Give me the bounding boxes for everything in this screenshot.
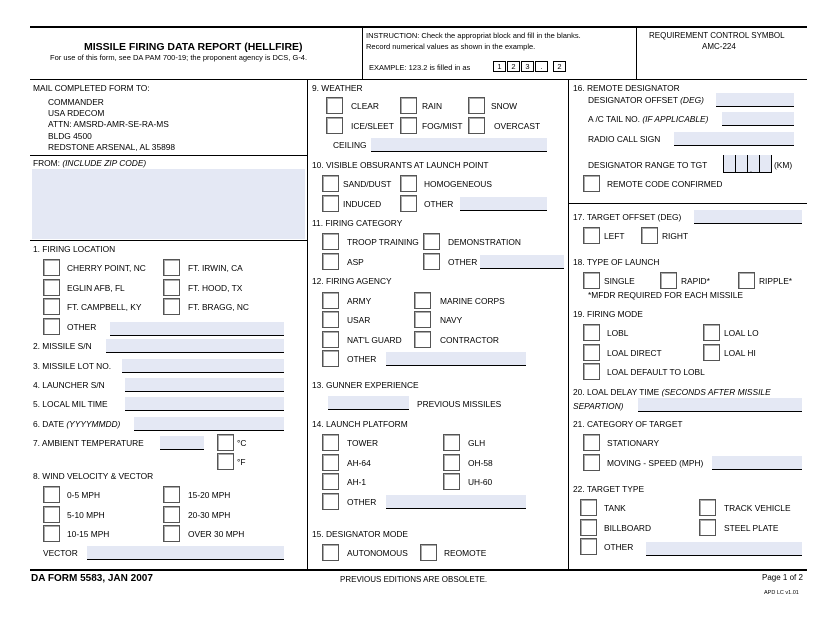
ceiling-field[interactable] — [371, 138, 547, 152]
rcs-label: REQUIREMENT CONTROL SYMBOL — [649, 31, 785, 40]
checkbox-remote-code-confirmed[interactable] — [583, 175, 600, 192]
example-digit: 1 — [493, 61, 506, 72]
option-label: 20-30 MPH — [188, 510, 231, 520]
top-border — [30, 26, 807, 28]
form-title: MISSILE FIRING DATA REPORT (HELLFIRE) — [84, 41, 303, 53]
missile-sn-field[interactable] — [106, 339, 284, 353]
vector-label: VECTOR — [43, 548, 78, 558]
from-label: FROM: (INCLUDE ZIP CODE) — [33, 158, 147, 168]
checkbox-troop-training[interactable] — [322, 233, 339, 250]
checkbox-fog-mist[interactable] — [400, 117, 417, 134]
checkbox-wind-0-5[interactable] — [43, 486, 60, 503]
checkbox-right[interactable] — [641, 227, 658, 244]
s17-label: 17. TARGET OFFSET (DEG) — [573, 212, 682, 222]
option-label: OVER 30 MPH — [188, 529, 245, 539]
option-label: OTHER — [347, 354, 377, 364]
option-label: STATIONARY — [607, 438, 660, 448]
checkbox-tank[interactable] — [580, 499, 597, 516]
option-label: LOAL HI — [724, 348, 756, 358]
mail-line: BLDG 4500 — [48, 131, 92, 141]
option-label: RAPID* — [681, 276, 710, 286]
header-divider — [30, 79, 807, 80]
checkbox-billboard[interactable] — [580, 519, 597, 536]
decimal-point: . — [750, 167, 752, 174]
option-label: CHERRY POINT, NC — [67, 263, 146, 273]
checkbox-fahrenheit[interactable] — [217, 453, 234, 470]
option-label: FT. BRAGG, NC — [188, 302, 249, 312]
form-number: DA FORM 5583, JAN 2007 — [31, 573, 153, 584]
option-label: OTHER — [604, 542, 634, 552]
option-label: OTHER — [448, 257, 478, 267]
mail-line: REDSTONE ARSENAL, AL 35898 — [48, 142, 176, 152]
option-label: LEFT — [604, 231, 625, 241]
checkbox-ice-sleet[interactable] — [326, 117, 343, 134]
checkbox-usar[interactable] — [322, 311, 339, 328]
option-label: INDUCED — [343, 199, 382, 209]
option-label: REOMOTE — [444, 548, 487, 558]
checkbox-cherry-point[interactable] — [43, 259, 60, 276]
tail-no-label: A /C TAIL NO. (IF APPLICABLE) — [588, 114, 709, 124]
option-label: ASP — [347, 257, 364, 267]
option-label: ICE/SLEET — [351, 121, 394, 131]
digit-divider — [735, 155, 736, 173]
checkbox-overcast[interactable] — [468, 117, 485, 134]
instruction-line-2: Record numerical values as shown in the example. — [366, 42, 536, 51]
previous-missiles-label: PREVIOUS MISSILES — [417, 399, 502, 409]
bottom-border — [30, 569, 807, 571]
option-label: TANK — [604, 503, 626, 513]
checkbox-category-other[interactable] — [423, 253, 440, 270]
option-label: MOVING - SPEED (MPH) — [607, 458, 704, 468]
s14-label: 14. LAUNCH PLATFORM — [312, 419, 408, 429]
option-label: DEMONSTRATION — [448, 237, 521, 247]
checkbox-track-vehicle[interactable] — [699, 499, 716, 516]
s22-label: 22. TARGET TYPE — [573, 484, 645, 494]
option-label: RAIN — [422, 101, 443, 111]
s5-label: 5. LOCAL MIL TIME — [33, 399, 108, 409]
tail-no-field[interactable] — [722, 112, 794, 126]
agency-other-field[interactable] — [386, 352, 526, 366]
checkbox-ah64[interactable] — [322, 454, 339, 471]
s10-label: 10. VISIBLE OBSURANTS AT LAUNCH POINT — [312, 160, 489, 170]
option-label: ARMY — [347, 296, 372, 306]
option-label: UH-60 — [468, 477, 493, 487]
s6-label: 6. DATE (YYYYMMDD) — [33, 419, 121, 429]
platform-other-field[interactable] — [386, 495, 526, 509]
checkbox-clear[interactable] — [326, 97, 343, 114]
option-label: AUTONOMOUS — [347, 548, 408, 558]
vector-field[interactable] — [87, 546, 284, 560]
checkbox-induced[interactable] — [322, 195, 339, 212]
rcs-value: AMC-224 — [702, 42, 736, 51]
option-label: OVERCAST — [494, 121, 541, 131]
option-label: RIPPLE* — [759, 276, 793, 286]
col-divider-1 — [307, 79, 308, 570]
checkbox-loal-lo[interactable] — [703, 324, 720, 341]
option-label: TRACK VEHICLE — [724, 503, 791, 513]
checkbox-homogeneous[interactable] — [400, 175, 417, 192]
s15-label: 15. DESIGNATOR MODE — [312, 529, 409, 539]
from-divider — [30, 240, 307, 241]
option-label: RIGHT — [662, 231, 689, 241]
ceiling-label: CEILING — [333, 140, 367, 150]
s6-hint: (YYYYMMDD) — [66, 419, 121, 429]
s16-label: 16. REMOTE DESIGNATOR — [573, 83, 680, 93]
digit-divider — [771, 155, 772, 173]
checkbox-rapid[interactable] — [660, 272, 677, 289]
checkbox-loal-hi[interactable] — [703, 344, 720, 361]
checkbox-ft-bragg[interactable] — [163, 298, 180, 315]
checkbox-ft-hood[interactable] — [163, 279, 180, 296]
checkbox-autonomous[interactable] — [322, 544, 339, 561]
ambient-temp-field[interactable] — [160, 436, 204, 450]
option-label: LOBL — [607, 328, 629, 338]
option-label: TOWER — [347, 438, 379, 448]
loal-delay-field[interactable] — [638, 398, 802, 412]
example-label: EXAMPLE: 123.2 is filled in as — [369, 63, 471, 72]
option-label: 0-5 MPH — [67, 490, 101, 500]
s9-label: 9. WEATHER — [312, 83, 363, 93]
col-divider-2 — [568, 79, 569, 570]
option-label: LOAL DEFAULT TO LOBL — [607, 367, 705, 377]
s4-label: 4. LAUNCHER S/N — [33, 380, 105, 390]
option-label: 15-20 MPH — [188, 490, 231, 500]
designator-range-label: DESIGNATOR RANGE TO TGT — [588, 160, 708, 170]
checkbox-platform-other[interactable] — [322, 493, 339, 510]
checkbox-snow[interactable] — [468, 97, 485, 114]
digit-divider — [723, 155, 724, 173]
designator-offset-field[interactable] — [716, 93, 794, 107]
option-label: EGLIN AFB, FL — [67, 283, 125, 293]
example-digit: 2 — [507, 61, 520, 72]
from-hint: (INCLUDE ZIP CODE) — [62, 158, 147, 168]
option-label: NAVY — [440, 315, 463, 325]
option-label: AH-1 — [347, 477, 367, 487]
s19-label: 19. FIRING MODE — [573, 309, 643, 319]
checkbox-contractor[interactable] — [414, 331, 431, 348]
checkbox-natl-guard[interactable] — [322, 331, 339, 348]
example-digit: 2 — [553, 61, 566, 72]
checkbox-location-other[interactable] — [43, 318, 60, 335]
checkbox-ft-campbell[interactable] — [43, 298, 60, 315]
option-label: AH-64 — [347, 458, 371, 468]
option-label: OTHER — [347, 497, 377, 507]
missile-lot-field[interactable] — [122, 359, 284, 373]
fahrenheit-label: °F — [237, 457, 246, 467]
checkbox-stationary[interactable] — [583, 434, 600, 451]
option-label: NAT'L GUARD — [347, 335, 402, 345]
previous-editions-note: PREVIOUS EDITIONS ARE OBSOLETE. — [340, 575, 488, 584]
checkbox-eglin[interactable] — [43, 279, 60, 296]
s20-label: 20. LOAL DELAY TIME (SECONDS AFTER MISSILE — [573, 387, 771, 397]
checkbox-wind-20-30[interactable] — [163, 506, 180, 523]
checkbox-asp[interactable] — [322, 253, 339, 270]
location-other-field[interactable] — [110, 322, 284, 336]
mail-line: USA RDECOM — [48, 108, 105, 118]
option-label: FT. CAMPBELL, KY — [67, 302, 142, 312]
option-label: BILLBOARD — [604, 523, 652, 533]
checkbox-wind-10-15[interactable] — [43, 525, 60, 542]
checkbox-army[interactable] — [322, 292, 339, 309]
option-label: CONTRACTOR — [440, 335, 499, 345]
header-vdiv-2 — [636, 27, 637, 79]
local-mil-time-field[interactable] — [125, 397, 284, 411]
digit-divider — [759, 155, 760, 173]
option-label: FOG/MIST — [422, 121, 463, 131]
option-label: CLEAR — [351, 101, 379, 111]
checkbox-oh58[interactable] — [443, 454, 460, 471]
target-offset-field[interactable] — [694, 210, 802, 224]
mail-line: ATTN: AMSRD-AMR-SE-RA-MS — [48, 119, 169, 129]
option-label: HOMOGENEOUS — [424, 179, 492, 189]
date-field[interactable] — [134, 417, 284, 431]
tail-no-hint: (IF APPLICABLE) — [642, 114, 709, 124]
mail-label: MAIL COMPLETED FORM TO: — [33, 83, 150, 93]
option-label: 5-10 MPH — [67, 510, 105, 520]
gunner-experience-field[interactable] — [328, 396, 409, 410]
radio-call-sign-field[interactable] — [674, 132, 794, 146]
checkbox-uh60[interactable] — [443, 473, 460, 490]
checkbox-sand-dust[interactable] — [322, 175, 339, 192]
option-label: FT. IRWIN, CA — [188, 263, 243, 273]
checkbox-wind-over-30[interactable] — [163, 525, 180, 542]
s18-label: 18. TYPE OF LAUNCH — [573, 257, 660, 267]
s21-label: 21. CATEGORY OF TARGET — [573, 419, 683, 429]
example-digit: 3 — [521, 61, 534, 72]
checkbox-ft-irwin[interactable] — [163, 259, 180, 276]
option-label: TROOP TRAINING — [347, 237, 419, 247]
radio-call-sign-label: RADIO CALL SIGN — [588, 134, 661, 144]
checkbox-moving[interactable] — [583, 454, 600, 471]
checkbox-left[interactable] — [583, 227, 600, 244]
option-label: 10-15 MPH — [67, 529, 110, 539]
option-label: GLH — [468, 438, 486, 448]
option-label: REMOTE CODE CONFIRMED — [607, 179, 723, 189]
mail-line: COMMANDER — [48, 97, 104, 107]
form-subtitle: For use of this form, see DA PAM 700-19; the proponent agency is DCS, G-4. — [50, 53, 308, 62]
checkbox-lobl[interactable] — [583, 324, 600, 341]
obsurant-other-field[interactable] — [460, 197, 547, 211]
instruction-line-1: INSTRUCTION: Check the appropriat block and fill in the blanks. — [366, 31, 581, 40]
s20-hint-2: SEPARTION) — [573, 401, 624, 411]
checkbox-celsius[interactable] — [217, 434, 234, 451]
checkbox-target-other[interactable] — [580, 538, 597, 555]
option-label: SINGLE — [604, 276, 635, 286]
option-label: MARINE CORPS — [440, 296, 505, 306]
option-label: SNOW — [491, 101, 518, 111]
designator-offset-hint: (DEG) — [680, 95, 704, 105]
checkbox-navy[interactable] — [414, 311, 431, 328]
s7-label: 7. AMBIENT TEMPERATURE — [33, 438, 144, 448]
checkbox-marine-corps[interactable] — [414, 292, 431, 309]
mfdr-note: *MFDR REQUIRED FOR EACH MISSILE — [588, 290, 743, 300]
celsius-label: °C — [237, 438, 247, 448]
option-label: STEEL PLATE — [724, 523, 779, 533]
moving-speed-field[interactable] — [712, 456, 802, 470]
page-number: Page 1 of 2 — [762, 573, 803, 582]
s3-label: 3. MISSILE LOT NO. — [33, 361, 112, 371]
checkbox-ah1[interactable] — [322, 473, 339, 490]
option-label: LOAL LO — [724, 328, 759, 338]
target-other-field[interactable] — [646, 542, 802, 556]
checkbox-rain[interactable] — [400, 97, 417, 114]
s20-hint: (SECONDS AFTER MISSILE — [661, 387, 771, 397]
apd-version: APD LC v1.01 — [764, 590, 799, 596]
s13-label: 13. GUNNER EXPERIENCE — [312, 380, 419, 390]
example-digit: . — [535, 61, 548, 72]
s8-label: 8. WIND VELOCITY & VECTOR — [33, 471, 154, 481]
s12-label: 12. FIRING AGENCY — [312, 276, 392, 286]
s16-divider — [568, 203, 807, 204]
header-vdiv-1 — [362, 27, 363, 79]
checkbox-steel-plate[interactable] — [699, 519, 716, 536]
option-label: OH-58 — [468, 458, 493, 468]
option-label: FT. HOOD, TX — [188, 283, 243, 293]
s2-label: 2. MISSILE S/N — [33, 341, 92, 351]
option-label: OTHER — [67, 322, 97, 332]
category-other-field[interactable] — [480, 255, 564, 269]
checkbox-loal-direct[interactable] — [583, 344, 600, 361]
digit-divider — [747, 155, 748, 173]
from-address-field[interactable] — [32, 169, 305, 239]
checkbox-glh[interactable] — [443, 434, 460, 451]
option-label: OTHER — [424, 199, 454, 209]
checkbox-wind-5-10[interactable] — [43, 506, 60, 523]
launcher-sn-field[interactable] — [125, 378, 284, 392]
checkbox-tower[interactable] — [322, 434, 339, 451]
option-label: SAND/DUST — [343, 179, 392, 189]
checkbox-single[interactable] — [583, 272, 600, 289]
option-label: USAR — [347, 315, 371, 325]
checkbox-ripple[interactable] — [738, 272, 755, 289]
checkbox-remote[interactable] — [420, 544, 437, 561]
range-unit: (KM) — [774, 160, 793, 170]
mail-divider — [30, 155, 307, 156]
checkbox-loal-default[interactable] — [583, 363, 600, 380]
designator-offset-label: DESIGNATOR OFFSET (DEG) — [588, 95, 704, 105]
s11-label: 11. FIRING CATEGORY — [312, 218, 403, 228]
checkbox-obsurant-other[interactable] — [400, 195, 417, 212]
checkbox-demonstration[interactable] — [423, 233, 440, 250]
checkbox-wind-15-20[interactable] — [163, 486, 180, 503]
option-label: LOAL DIRECT — [607, 348, 662, 358]
checkbox-agency-other[interactable] — [322, 350, 339, 367]
s1-label: 1. FIRING LOCATION — [33, 244, 116, 254]
